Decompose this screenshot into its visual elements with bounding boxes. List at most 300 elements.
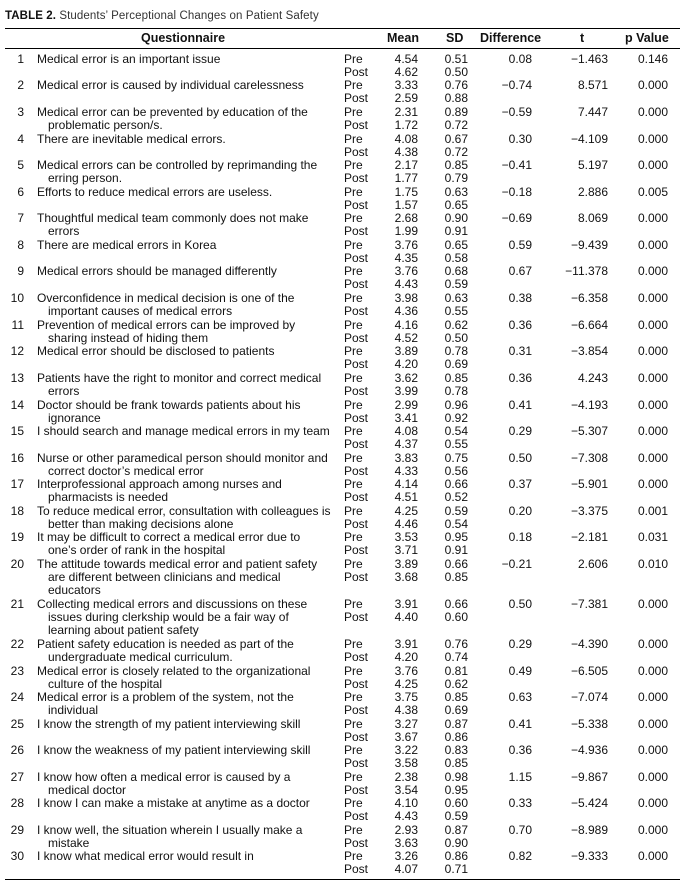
phase-label-pre: Pre xyxy=(344,796,363,810)
mean-value-pre: 2.38 xyxy=(394,770,418,784)
sd-value xyxy=(430,665,468,691)
difference-value: −0.41 xyxy=(501,158,532,172)
mean-value-pre: 2.68 xyxy=(394,211,418,225)
phase-label-post: Post xyxy=(344,543,369,558)
sd-value xyxy=(430,558,468,584)
mean-value-pre: 3.89 xyxy=(394,557,418,571)
mean-value xyxy=(382,79,418,105)
phase-label xyxy=(344,212,378,238)
mean-value xyxy=(382,744,418,770)
mean-value-pre: 3.76 xyxy=(394,238,418,252)
row-number: 28 xyxy=(10,796,24,810)
mean-value-post: 4.20 xyxy=(394,650,418,665)
p-value: 0.000 xyxy=(637,477,668,491)
phase-label-pre: Pre xyxy=(344,264,363,278)
question-text xyxy=(37,850,339,863)
row-number: 12 xyxy=(10,344,24,358)
mean-value-post: 3.41 xyxy=(394,411,418,426)
sd-value-pre: 0.87 xyxy=(444,717,468,731)
sd-value-pre: 0.63 xyxy=(444,291,468,305)
phase-label-pre: Pre xyxy=(344,318,363,332)
difference-value: 0.70 xyxy=(508,823,532,837)
bottom-rule xyxy=(5,879,680,880)
mean-value xyxy=(382,531,418,557)
mean-value xyxy=(382,372,418,398)
mean-value-pre: 1.75 xyxy=(394,185,418,199)
mean-value-post: 4.52 xyxy=(394,331,418,346)
top-rule xyxy=(5,28,680,29)
sd-value xyxy=(430,292,468,318)
question-line: are different between clinicians and medical xyxy=(48,570,281,585)
question-line: learning about patient safety xyxy=(48,623,199,638)
phase-label-post: Post xyxy=(344,251,369,266)
question-text xyxy=(37,598,339,638)
phase-label-post: Post xyxy=(344,304,369,319)
phase-label-post: Post xyxy=(344,610,369,625)
p-value: 0.000 xyxy=(637,158,668,172)
mean-value xyxy=(382,239,418,265)
phase-label-pre: Pre xyxy=(344,477,363,491)
p-value: 0.000 xyxy=(637,132,668,146)
mean-value-post: 3.67 xyxy=(394,730,418,745)
phase-label xyxy=(344,372,378,398)
t-value: −7.381 xyxy=(570,597,608,611)
p-value: 0.000 xyxy=(637,78,668,92)
difference-value: 0.59 xyxy=(508,238,532,252)
phase-label-post: Post xyxy=(344,570,369,585)
sd-value-post: 0.55 xyxy=(444,437,468,452)
mean-value xyxy=(382,452,418,478)
difference-value: 0.20 xyxy=(508,504,532,518)
mean-value-post: 4.37 xyxy=(394,437,418,452)
sd-value-post: 0.69 xyxy=(444,357,468,372)
question-line: better than making decisions alone xyxy=(48,517,234,532)
header-p-value: p Value xyxy=(625,31,669,45)
question-text xyxy=(37,212,339,238)
question-text xyxy=(37,319,339,345)
row-number: 18 xyxy=(10,504,24,518)
phase-label-pre: Pre xyxy=(344,291,363,305)
sd-value-pre: 0.81 xyxy=(444,664,468,678)
header-questionnaire: Questionnaire xyxy=(141,31,226,45)
question-line: educators xyxy=(48,583,101,598)
mean-value-post: 4.38 xyxy=(394,145,418,160)
question-text xyxy=(37,452,339,478)
sd-value xyxy=(430,505,468,531)
sd-value-post: 0.90 xyxy=(444,836,468,851)
mean-value xyxy=(382,106,418,132)
mean-value-post: 4.46 xyxy=(394,517,418,532)
sd-value xyxy=(430,53,468,79)
mean-value-pre: 2.93 xyxy=(394,823,418,837)
question-line: I know how often a medical error is caused by a xyxy=(37,770,291,784)
phase-label xyxy=(344,186,378,212)
mean-value-pre: 4.16 xyxy=(394,318,418,332)
phase-label-pre: Pre xyxy=(344,530,363,544)
difference-value: 0.63 xyxy=(508,690,532,704)
sd-value xyxy=(430,186,468,212)
sd-value-pre: 0.75 xyxy=(444,451,468,465)
phase-label-post: Post xyxy=(344,437,369,452)
t-value: −2.181 xyxy=(570,530,608,544)
phase-label xyxy=(344,638,378,664)
p-value: 0.000 xyxy=(637,211,668,225)
question-text xyxy=(37,265,339,278)
phase-label xyxy=(344,718,378,744)
question-line: Medical error is an important issue xyxy=(37,52,221,66)
question-line: Efforts to reduce medical errors are useless. xyxy=(37,185,273,199)
sd-value-pre: 0.66 xyxy=(444,557,468,571)
p-value: 0.000 xyxy=(637,264,668,278)
difference-value: −0.69 xyxy=(501,211,532,225)
phase-label-post: Post xyxy=(344,331,369,346)
row-number: 14 xyxy=(10,398,24,412)
question-line: Patient safety education is needed as part of the xyxy=(37,637,294,651)
sd-value-post: 0.71 xyxy=(444,862,468,877)
difference-value: 1.15 xyxy=(508,770,532,784)
sd-value xyxy=(430,319,468,345)
mean-value-post: 4.43 xyxy=(394,277,418,292)
phase-label-pre: Pre xyxy=(344,211,363,225)
mean-value xyxy=(382,598,418,624)
question-text xyxy=(37,771,339,797)
p-value: 0.031 xyxy=(637,530,668,544)
phase-label xyxy=(344,531,378,557)
sd-value-post: 0.59 xyxy=(444,809,468,824)
phase-label-pre: Pre xyxy=(344,637,363,651)
phase-label-post: Post xyxy=(344,357,369,372)
sd-value-post: 0.72 xyxy=(444,145,468,160)
mean-value-pre: 3.89 xyxy=(394,344,418,358)
mean-value-pre: 4.14 xyxy=(394,477,418,491)
difference-value: 0.41 xyxy=(508,398,532,412)
t-value: −4.390 xyxy=(570,637,608,651)
mean-value-pre: 4.10 xyxy=(394,796,418,810)
mean-value xyxy=(382,558,418,584)
phase-label-pre: Pre xyxy=(344,185,363,199)
mean-value-pre: 4.54 xyxy=(394,52,418,66)
phase-label xyxy=(344,797,378,823)
mean-value-pre: 3.33 xyxy=(394,78,418,92)
difference-value: 0.36 xyxy=(508,318,532,332)
phase-label-post: Post xyxy=(344,490,369,505)
difference-value: 0.82 xyxy=(508,849,532,863)
phase-label-post: Post xyxy=(344,650,369,665)
question-line: problematic person/s. xyxy=(48,118,163,133)
header-mean: Mean xyxy=(387,31,419,45)
header-t: t xyxy=(580,31,585,45)
t-value: −7.074 xyxy=(570,690,608,704)
question-line: mistake xyxy=(48,836,90,851)
mean-value-post: 3.63 xyxy=(394,836,418,851)
question-line: Medical error should be disclosed to patients xyxy=(37,344,275,358)
question-line: Nurse or other paramedical person should monitor and xyxy=(37,451,328,465)
mean-value-pre: 4.25 xyxy=(394,504,418,518)
p-value: 0.000 xyxy=(637,690,668,704)
question-line: errors xyxy=(48,224,80,239)
question-line: Medical error is caused by individual carelessness xyxy=(37,78,304,92)
phase-label-post: Post xyxy=(344,517,369,532)
header-rule xyxy=(5,48,680,49)
t-value: −4.193 xyxy=(570,398,608,412)
phase-label-pre: Pre xyxy=(344,78,363,92)
question-line: correct doctor’s medical error xyxy=(48,464,204,479)
row-number: 20 xyxy=(10,557,24,571)
sd-value-post: 0.74 xyxy=(444,650,468,665)
question-line: undergraduate medical curriculum. xyxy=(48,650,233,665)
phase-label-pre: Pre xyxy=(344,717,363,731)
question-line: medical doctor xyxy=(48,783,127,798)
p-value: 0.000 xyxy=(637,637,668,651)
mean-value-post: 3.99 xyxy=(394,384,418,399)
question-text xyxy=(37,239,339,252)
sd-value-pre: 0.85 xyxy=(444,690,468,704)
question-line: Interprofessional approach among nurses and xyxy=(37,477,282,491)
sd-value-pre: 0.87 xyxy=(444,823,468,837)
mean-value xyxy=(382,319,418,345)
sd-value-pre: 0.85 xyxy=(444,158,468,172)
sd-value xyxy=(430,399,468,425)
phase-label-post: Post xyxy=(344,756,369,771)
mean-value xyxy=(382,478,418,504)
p-value: 0.000 xyxy=(637,424,668,438)
t-value: −1.463 xyxy=(570,52,608,66)
t-value: 7.447 xyxy=(577,105,608,119)
sd-value-post: 0.55 xyxy=(444,304,468,319)
question-line: Collecting medical errors and discussions on these xyxy=(37,597,308,611)
mean-value-pre: 3.22 xyxy=(394,743,418,757)
mean-value xyxy=(382,186,418,212)
difference-value: 0.67 xyxy=(508,264,532,278)
phase-label xyxy=(344,824,378,850)
phase-label xyxy=(344,665,378,691)
question-text xyxy=(37,425,339,438)
question-line: I know the weakness of my patient interviewing skill xyxy=(37,743,311,757)
mean-value-post: 4.25 xyxy=(394,677,418,692)
mean-value xyxy=(382,824,418,850)
sd-value-post: 0.91 xyxy=(444,224,468,239)
phase-label-post: Post xyxy=(344,118,369,133)
phase-label xyxy=(344,771,378,797)
row-number: 8 xyxy=(17,238,24,252)
phase-label-pre: Pre xyxy=(344,398,363,412)
p-value: 0.001 xyxy=(637,504,668,518)
t-value: −3.854 xyxy=(570,344,608,358)
mean-value-pre: 3.26 xyxy=(394,849,418,863)
table-caption xyxy=(5,10,319,26)
row-number: 7 xyxy=(17,211,24,225)
t-value: 8.069 xyxy=(577,211,608,225)
mean-value xyxy=(382,797,418,823)
t-value: −3.375 xyxy=(570,504,608,518)
row-number: 1 xyxy=(17,52,24,66)
mean-value-post: 1.99 xyxy=(394,224,418,239)
sd-value-pre: 0.96 xyxy=(444,398,468,412)
p-value: 0.000 xyxy=(637,451,668,465)
mean-value xyxy=(382,425,418,451)
question-line: errors xyxy=(48,384,80,399)
phase-label xyxy=(344,345,378,371)
phase-label xyxy=(344,505,378,531)
mean-value-post: 4.38 xyxy=(394,703,418,718)
sd-value-post: 0.86 xyxy=(444,730,468,745)
sd-value-pre: 0.86 xyxy=(444,849,468,863)
sd-value xyxy=(430,771,468,797)
mean-value-post: 4.35 xyxy=(394,251,418,266)
question-line: Medical errors should be managed differently xyxy=(37,264,277,278)
difference-value: 0.41 xyxy=(508,717,532,731)
t-value: 2.886 xyxy=(577,185,608,199)
sd-value xyxy=(430,478,468,504)
sd-value xyxy=(430,824,468,850)
phase-label-pre: Pre xyxy=(344,557,363,571)
phase-label xyxy=(344,425,378,451)
phase-label-pre: Pre xyxy=(344,664,363,678)
phase-label xyxy=(344,265,378,291)
question-line: ignorance xyxy=(48,411,101,426)
header-sd: SD xyxy=(446,31,464,45)
p-value: 0.000 xyxy=(637,796,668,810)
row-number: 9 xyxy=(17,264,24,278)
question-line: There are medical errors in Korea xyxy=(37,238,217,252)
row-number: 27 xyxy=(10,770,24,784)
sd-value-post: 0.78 xyxy=(444,384,468,399)
question-line: I should search and manage medical errors in my team xyxy=(37,424,330,438)
question-text xyxy=(37,372,339,398)
sd-value xyxy=(430,531,468,557)
mean-value xyxy=(382,718,418,744)
t-value: −4.936 xyxy=(570,743,608,757)
question-line: Medical errors can be controlled by reprimanding the xyxy=(37,158,318,172)
difference-value: 0.38 xyxy=(508,291,532,305)
t-value: −9.333 xyxy=(570,849,608,863)
mean-value-post: 3.54 xyxy=(394,783,418,798)
sd-value xyxy=(430,744,468,770)
row-number: 26 xyxy=(10,743,24,757)
question-text xyxy=(37,531,339,557)
question-text xyxy=(37,292,339,318)
difference-value: 0.29 xyxy=(508,637,532,651)
question-line: Overconfidence in medical decision is one of the xyxy=(37,291,295,305)
sd-value xyxy=(430,133,468,159)
mean-value-post: 3.68 xyxy=(394,570,418,585)
sd-value xyxy=(430,598,468,624)
row-number: 21 xyxy=(10,597,24,611)
t-value: 5.197 xyxy=(577,158,608,172)
difference-value: 0.30 xyxy=(508,132,532,146)
sd-value-pre: 0.59 xyxy=(444,504,468,518)
sd-value-post: 0.60 xyxy=(444,610,468,625)
phase-label-pre: Pre xyxy=(344,158,363,172)
row-number: 24 xyxy=(10,690,24,704)
mean-value-pre: 2.31 xyxy=(394,105,418,119)
sd-value xyxy=(430,425,468,451)
question-line: There are inevitable medical errors. xyxy=(37,132,226,146)
t-value: −6.664 xyxy=(570,318,608,332)
sd-value-pre: 0.90 xyxy=(444,211,468,225)
mean-value xyxy=(382,133,418,159)
phase-label xyxy=(344,399,378,425)
question-line: individual xyxy=(48,703,99,718)
question-text xyxy=(37,53,339,66)
question-text xyxy=(37,79,339,92)
question-line: culture of the hospital xyxy=(48,677,163,692)
difference-value: −0.18 xyxy=(501,185,532,199)
question-line: pharmacists is needed xyxy=(48,490,169,505)
p-value: 0.000 xyxy=(637,291,668,305)
mean-value-pre: 3.27 xyxy=(394,717,418,731)
difference-value: 0.18 xyxy=(508,530,532,544)
difference-value: 0.36 xyxy=(508,371,532,385)
difference-value: 0.36 xyxy=(508,743,532,757)
mean-value xyxy=(382,53,418,79)
sd-value-post: 0.50 xyxy=(444,331,468,346)
sd-value xyxy=(430,265,468,291)
row-number: 6 xyxy=(17,185,24,199)
p-value: 0.000 xyxy=(637,318,668,332)
sd-value-post: 0.54 xyxy=(444,517,468,532)
row-number: 29 xyxy=(10,823,24,837)
sd-value-pre: 0.60 xyxy=(444,796,468,810)
sd-value-post: 0.50 xyxy=(444,65,468,80)
row-number: 2 xyxy=(17,78,24,92)
mean-value-pre: 3.91 xyxy=(394,637,418,651)
difference-value: 0.08 xyxy=(508,52,532,66)
phase-label-post: Post xyxy=(344,91,369,106)
difference-value: 0.49 xyxy=(508,664,532,678)
t-value: 4.243 xyxy=(577,371,608,385)
difference-value: −0.59 xyxy=(501,105,532,119)
mean-value-post: 1.77 xyxy=(394,171,418,186)
mean-value-pre: 3.75 xyxy=(394,690,418,704)
question-text xyxy=(37,638,339,664)
question-text xyxy=(37,665,339,691)
t-value: −5.307 xyxy=(570,424,608,438)
phase-label-post: Post xyxy=(344,703,369,718)
question-text xyxy=(37,797,339,810)
mean-value xyxy=(382,850,418,876)
phase-label-post: Post xyxy=(344,384,369,399)
phase-label-pre: Pre xyxy=(344,238,363,252)
phase-label-post: Post xyxy=(344,411,369,426)
p-value: 0.000 xyxy=(637,597,668,611)
difference-value: −0.74 xyxy=(501,78,532,92)
mean-value-post: 4.20 xyxy=(394,357,418,372)
question-line: erring person. xyxy=(48,171,123,186)
mean-value-post: 4.40 xyxy=(394,610,418,625)
phase-label-post: Post xyxy=(344,809,369,824)
mean-value xyxy=(382,399,418,425)
sd-value-pre: 0.83 xyxy=(444,743,468,757)
mean-value-pre: 2.99 xyxy=(394,398,418,412)
mean-value xyxy=(382,638,418,664)
phase-label xyxy=(344,478,378,504)
phase-label-post: Post xyxy=(344,862,369,877)
phase-label xyxy=(344,79,378,105)
sd-value xyxy=(430,797,468,823)
sd-value xyxy=(430,452,468,478)
question-text xyxy=(37,824,339,850)
sd-value-pre: 0.54 xyxy=(444,424,468,438)
phase-label xyxy=(344,159,378,185)
phase-label-pre: Pre xyxy=(344,132,363,146)
sd-value xyxy=(430,691,468,717)
phase-label xyxy=(344,850,378,876)
t-value: −5.338 xyxy=(570,717,608,731)
question-line: I know I can make a mistake at anytime as a doctor xyxy=(37,796,310,810)
question-line: Medical error can be prevented by education of the xyxy=(37,105,308,119)
phase-label-pre: Pre xyxy=(344,823,363,837)
